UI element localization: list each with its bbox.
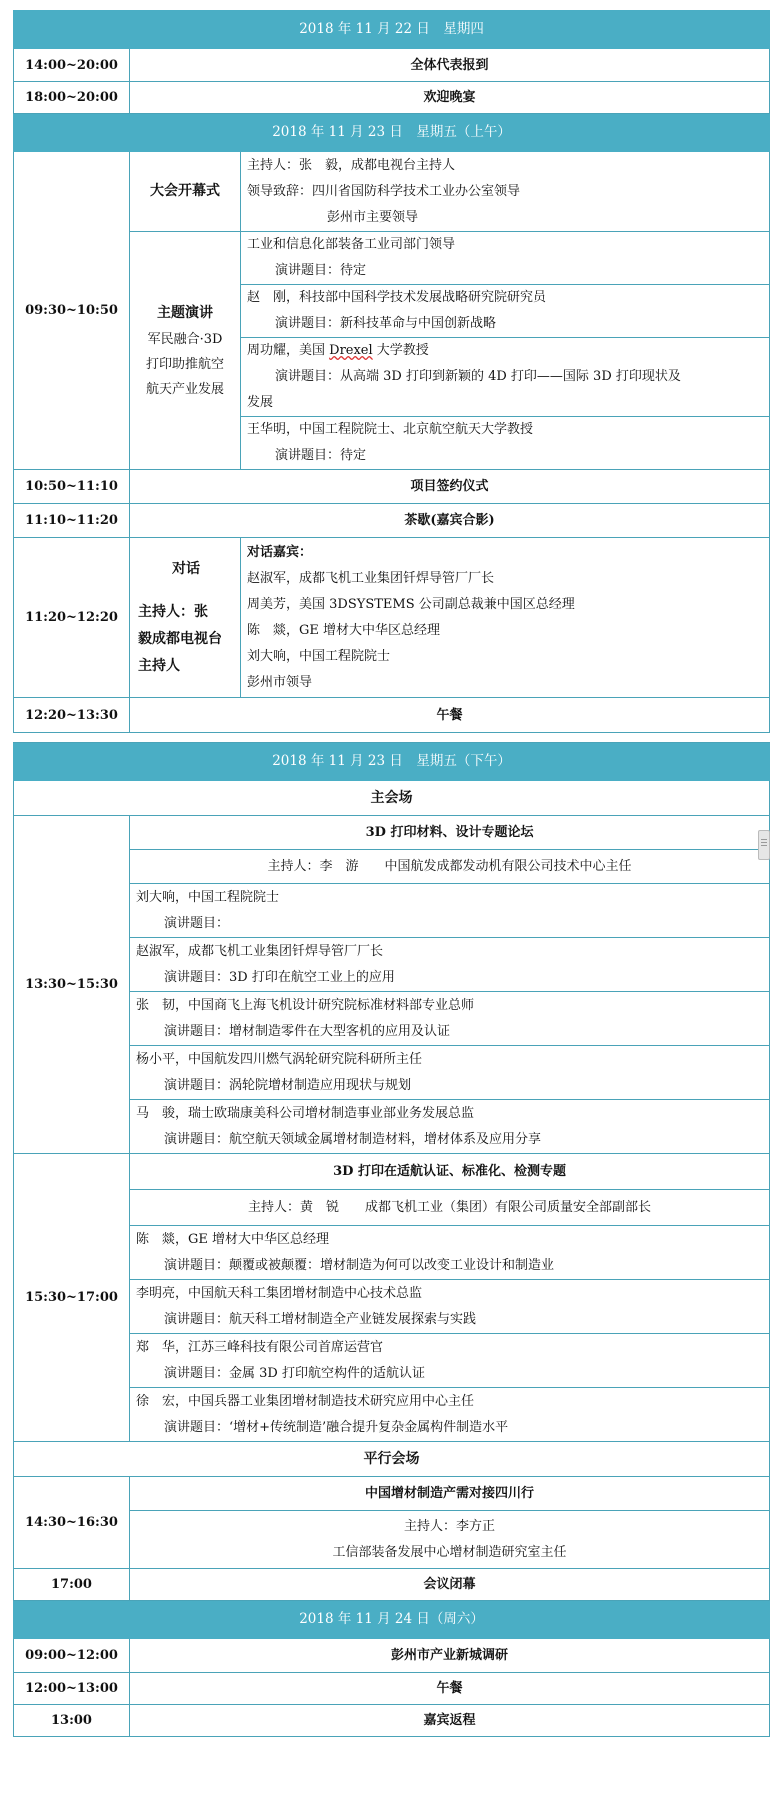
guest-item: 彭州市领导 bbox=[247, 674, 313, 690]
opening-row bbox=[14, 152, 770, 232]
main-venue-label: 主会场 bbox=[14, 781, 770, 816]
row-event: 彭州市产业新城调研 bbox=[130, 1639, 770, 1673]
guest-item: 陈 燚，GE 增材大中华区总经理 bbox=[247, 622, 441, 638]
parallel-host: 主持人：李方正 bbox=[404, 1518, 496, 1534]
talk-item bbox=[130, 1334, 770, 1388]
day-header bbox=[14, 114, 770, 152]
day2pm-header-text: 2018 年 11 月 23 日 星期五（下午） bbox=[14, 743, 770, 781]
talk-item bbox=[241, 285, 770, 338]
row-time: 17:00 bbox=[14, 1569, 130, 1601]
dialogue-row bbox=[14, 538, 770, 698]
row-time: 09:00~12:00 bbox=[14, 1639, 130, 1673]
row-time: 14:30~16:30 bbox=[14, 1477, 130, 1569]
schedule-row bbox=[14, 49, 770, 82]
row-time: 15:30~17:00 bbox=[14, 1154, 130, 1442]
row-event: 项目签约仪式 bbox=[130, 470, 770, 504]
talk-topic: 演讲题目：金属 3D 打印航空构件的适航认证 bbox=[164, 1365, 425, 1381]
talk-topic: 演讲题目：航天科工增材制造全产业链发展探索与实践 bbox=[164, 1311, 477, 1327]
keynote-label-cell bbox=[130, 232, 241, 470]
opening-host: 主持人：张 毅，成都电视台主持人 bbox=[247, 157, 456, 173]
row-time: 11:10~11:20 bbox=[14, 504, 130, 538]
talk-speaker bbox=[247, 338, 763, 364]
row-event: 午餐 bbox=[130, 698, 770, 733]
talk-speaker: 赵淑军，成都飞机工业集团钎焊导管厂厂长 bbox=[136, 943, 384, 959]
talk-item bbox=[130, 1280, 770, 1334]
day3-header-text: 2018 年 11 月 24 日（周六） bbox=[14, 1601, 770, 1639]
row-time: 10:50~11:10 bbox=[14, 470, 130, 504]
row-time: 13:30~15:30 bbox=[14, 816, 130, 1154]
row-event: 会议闭幕 bbox=[130, 1569, 770, 1601]
row-event: 茶歇(嘉宾合影) bbox=[130, 504, 770, 538]
talk-topic: 演讲题目：航空航天领域金属增材制造材料，增材体系及应用分享 bbox=[164, 1131, 542, 1147]
row-time: 18:00~20:00 bbox=[14, 82, 130, 114]
talk-speaker: 王华明，中国工程院院士、北京航空航天大学教授 bbox=[247, 422, 534, 437]
day-header bbox=[14, 1601, 770, 1639]
day-header bbox=[14, 743, 770, 781]
forum-title-row bbox=[14, 1477, 770, 1511]
talk-speaker: 陈 燚，GE 增材大中华区总经理 bbox=[136, 1231, 330, 1247]
talk-item bbox=[241, 417, 770, 470]
schedule-row bbox=[14, 470, 770, 504]
day1-header-text: 2018 年 11 月 22 日 星期四 bbox=[14, 11, 770, 49]
talk-topic-cont: 发展 bbox=[247, 395, 274, 410]
talk-speaker: 郑 华，江苏三峰科技有限公司首席运营官 bbox=[136, 1339, 384, 1355]
dialogue-label-cell bbox=[130, 538, 241, 698]
gap-row bbox=[14, 733, 770, 743]
forum-title: 3D 打印在适航认证、标准化、检测专题 bbox=[130, 1154, 770, 1190]
talk-speaker: 李明亮，中国航天科工集团增材制造中心技术总监 bbox=[136, 1285, 423, 1301]
talk-item bbox=[130, 938, 770, 992]
row-event: 嘉宾返程 bbox=[130, 1705, 770, 1737]
parallel-host-cell bbox=[130, 1511, 770, 1569]
talk-topic: 演讲题目：颠覆或被颠覆：增材制造为何可以改变工业设计和制造业 bbox=[164, 1257, 555, 1273]
row-event: 欢迎晚宴 bbox=[130, 82, 770, 114]
talk-speaker: 徐 宏，中国兵器工业集团增材制造技术研究应用中心主任 bbox=[136, 1393, 475, 1409]
venue-row bbox=[14, 781, 770, 816]
scroll-handle[interactable] bbox=[758, 830, 770, 860]
opening-speech-cont: 彭州市主要领导 bbox=[327, 209, 419, 225]
schedule-row bbox=[14, 1705, 770, 1737]
row-event: 午餐 bbox=[130, 1673, 770, 1705]
schedule-row bbox=[14, 1673, 770, 1705]
row-event: 全体代表报到 bbox=[130, 49, 770, 82]
talk-topic: 演讲题目：从高端 3D 打印到新颖的 4D 打印——国际 3D 打印现状及 bbox=[275, 369, 681, 384]
talk-speaker: 马 骏，瑞士欧瑞康美科公司增材制造事业部业务发展总监 bbox=[136, 1105, 475, 1121]
talk-topic: 演讲题目：涡轮院增材制造应用现状与规划 bbox=[164, 1077, 412, 1093]
forum-title: 3D 打印材料、设计专题论坛 bbox=[130, 816, 770, 850]
row-time: 14:00~20:00 bbox=[14, 49, 130, 82]
talk-topic: 演讲题目： bbox=[164, 915, 230, 931]
talk-speaker: 刘大响，中国工程院院士 bbox=[136, 889, 280, 905]
opening-label-cell bbox=[130, 152, 241, 232]
guest-item: 刘大响，中国工程院院士 bbox=[247, 648, 391, 664]
opening-details bbox=[241, 152, 770, 232]
schedule-row bbox=[14, 82, 770, 114]
talk-speaker: 张 韧，中国商飞上海飞机设计研究院标准材料部专业总师 bbox=[136, 997, 475, 1013]
grip-icon bbox=[761, 839, 767, 840]
talk-item bbox=[130, 992, 770, 1046]
talk-item bbox=[130, 1226, 770, 1280]
schedule-row bbox=[14, 698, 770, 733]
talk-speaker-part: 大学教授 bbox=[372, 343, 429, 358]
gap-cell bbox=[14, 733, 770, 743]
opening-speech: 领导致辞：四川省国防科学技术工业办公室领导 bbox=[247, 183, 521, 199]
talk-topic: 演讲题目：待定 bbox=[275, 448, 367, 463]
schedule-table bbox=[13, 10, 770, 1737]
day2am-header-text: 2018 年 11 月 23 日 星期五（上午） bbox=[14, 114, 770, 152]
forum-host: 主持人：李 游 中国航发成都发动机有限公司技术中心主任 bbox=[130, 850, 770, 884]
talk-topic: 演讲题目：3D 打印在航空工业上的应用 bbox=[164, 969, 395, 985]
keynote-topic: 军民融合·3D打印助推航空航天产业发展 bbox=[145, 331, 224, 397]
talk-item bbox=[130, 1388, 770, 1442]
talk-speaker: 工业和信息化部装备工业司部门领导 bbox=[247, 237, 456, 252]
talk-topic: 演讲题目：增材制造零件在大型客机的应用及认证 bbox=[164, 1023, 451, 1039]
guests-title: 对话嘉宾： bbox=[247, 544, 313, 560]
talk-speaker-part: 周功耀，美国 bbox=[247, 343, 330, 358]
row-time: 13:00 bbox=[14, 1705, 130, 1737]
talk-speaker-part: Drexel bbox=[329, 343, 373, 358]
talk-item bbox=[241, 232, 770, 285]
spacer bbox=[138, 583, 234, 599]
dialogue-host: 主持人：张 毅成都电视台主持人 bbox=[138, 603, 222, 674]
guest-item: 赵淑军，成都飞机工业集团钎焊导管厂厂长 bbox=[247, 570, 495, 586]
venue-row bbox=[14, 1442, 770, 1477]
guest-item: 周美芳，美国 3DSYSTEMS 公司副总裁兼中国区总经理 bbox=[247, 596, 575, 612]
row-time: 09:30~10:50 bbox=[14, 152, 130, 470]
keynote-label: 主题演讲 bbox=[157, 304, 213, 321]
row-time: 11:20~12:20 bbox=[14, 538, 130, 698]
schedule-row bbox=[14, 1639, 770, 1673]
schedule-row bbox=[14, 1569, 770, 1601]
forum-title-row bbox=[14, 816, 770, 850]
talk-item bbox=[241, 338, 770, 417]
talk-speaker: 赵 刚，科技部中国科学技术发展战略研究院研究员 bbox=[247, 290, 547, 305]
talk-topic: 演讲题目：新科技革命与中国创新战略 bbox=[275, 316, 497, 331]
dialogue-guests bbox=[241, 538, 770, 698]
talk-speaker: 杨小平，中国航发四川燃气涡轮研究院科研所主任 bbox=[136, 1051, 423, 1067]
parallel-venue-label: 平行会场 bbox=[14, 1442, 770, 1477]
schedule-row bbox=[14, 504, 770, 538]
forum-host: 主持人：黄 锐 成都飞机工业（集团）有限公司质量安全部副部长 bbox=[130, 1190, 770, 1226]
talk-item bbox=[130, 884, 770, 938]
forum-title-row bbox=[14, 1154, 770, 1190]
parallel-title: 中国增材制造产需对接四川行 bbox=[130, 1477, 770, 1511]
talk-item bbox=[130, 1046, 770, 1100]
row-time: 12:00~13:00 bbox=[14, 1673, 130, 1705]
dialogue-label: 对话 bbox=[172, 560, 200, 577]
talk-topic: 演讲题目：‘增材+传统制造’融合提升复杂金属构件制造水平 bbox=[164, 1419, 509, 1435]
row-time: 12:20~13:30 bbox=[14, 698, 130, 733]
parallel-host-title: 工信部装备发展中心增材制造研究室主任 bbox=[332, 1544, 567, 1560]
day-header bbox=[14, 11, 770, 49]
talk-item bbox=[130, 1100, 770, 1154]
talk-topic: 演讲题目：待定 bbox=[275, 263, 367, 278]
opening-label: 大会开幕式 bbox=[150, 183, 220, 199]
